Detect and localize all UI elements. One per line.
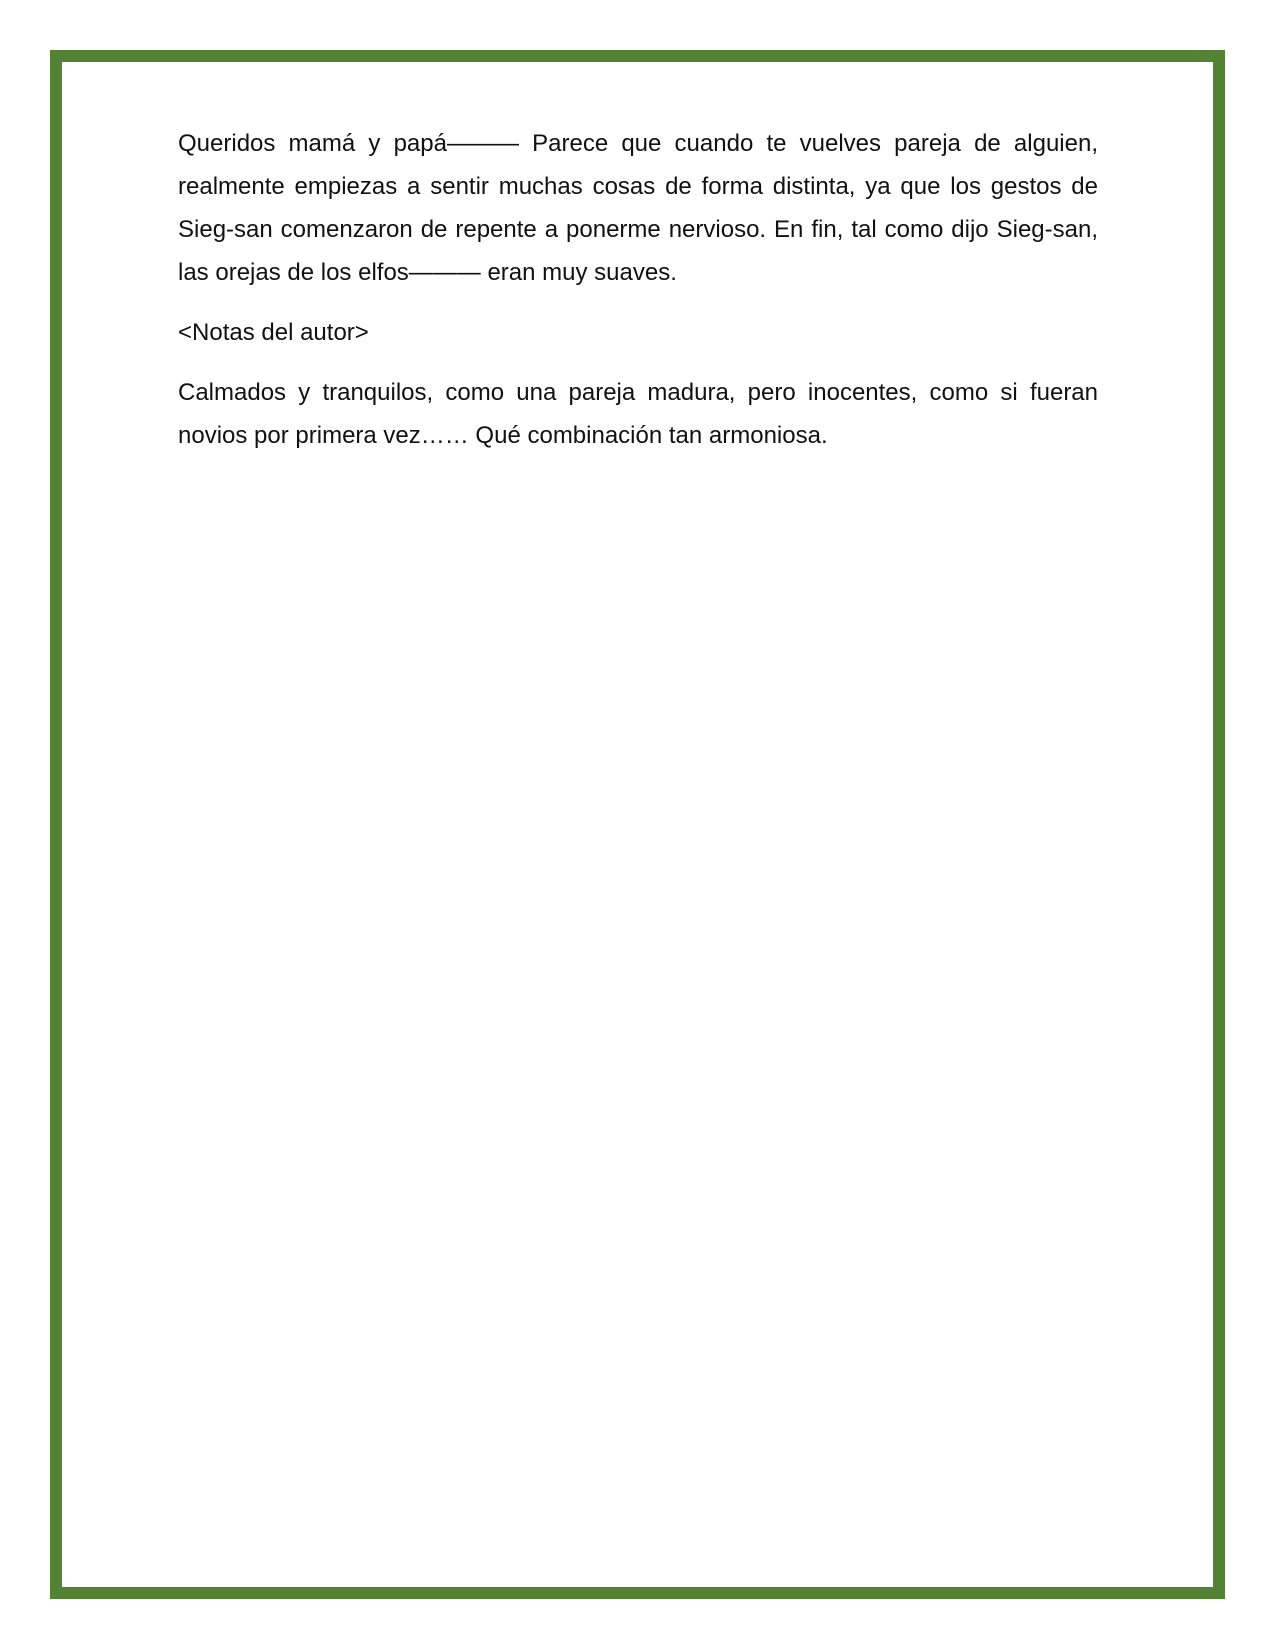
author-notes-heading: <Notas del autor>: [178, 319, 369, 346]
paragraph-letter: Queridos mamá y papá——— Parece que cuando te vuelves pareja de alguien, realmente empiezas a sentir muchas cosas de forma distinta, ya que los gestos de Sieg-san comenzaron de repente a ponerme nervioso. En fin, tal como dijo Sieg-san, las orejas de los elfos——— eran muy suaves.: [178, 130, 1098, 286]
paragraph-author-notes: Calmados y tranquilos, como una pareja madura, pero inocentes, como si fueran novios por primera vez…… Qué combinación tan armoniosa.: [178, 379, 1098, 449]
document-body: [178, 122, 1098, 474]
